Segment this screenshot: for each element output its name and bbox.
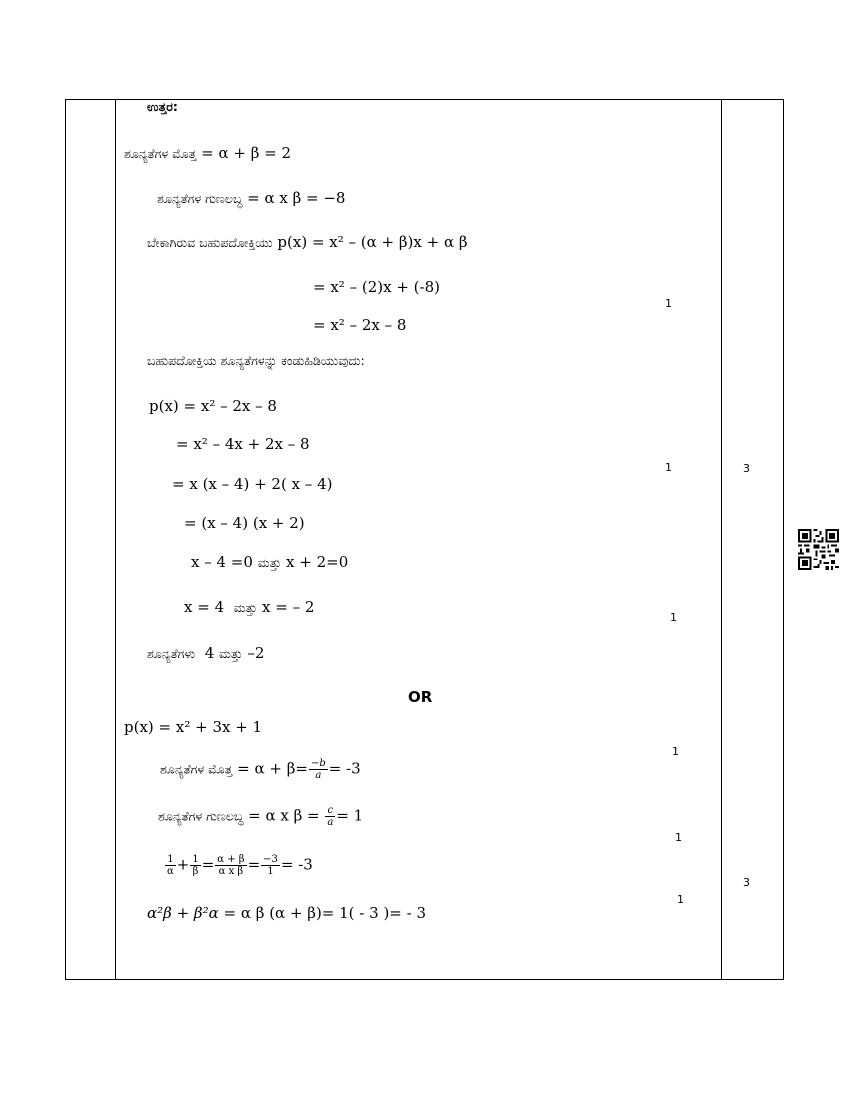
- mark-value: 1: [665, 461, 672, 474]
- equation-x-plus-2: x + 2=0: [286, 553, 349, 571]
- required-label: ಬೇಕಾಗಿರುವ ಬಹುಪದೋಕ್ತಿಯು: [147, 235, 273, 250]
- polynomial-step-1: = x² – (2)x + (-8): [313, 278, 440, 296]
- final-rhs: = α β (α + β)= 1( - 3 )= - 3: [223, 904, 427, 922]
- sum-expression-pre: = α + β=: [237, 759, 308, 778]
- final-expression-line: [147, 903, 426, 923]
- fraction-c-over-a: $\frac{c}{a}$: [327, 805, 334, 828]
- fraction-sum-over-product: $\frac{\alpha + \beta}{\text{α x β}}$: [217, 854, 245, 877]
- solution-x-4: x = 4: [184, 598, 225, 616]
- factor-step-4: = (x – 4) (x + 2): [184, 514, 305, 532]
- fraction-one-over-alpha: $\frac{1}{\alpha}$: [167, 854, 174, 877]
- and-word: ಮತ್ತು: [233, 600, 258, 615]
- zeros-result-line: [147, 643, 264, 664]
- fraction-one-over-beta: $\frac{1}{\beta}$: [192, 854, 199, 877]
- zero-a: 4: [204, 644, 215, 662]
- reciprocal-sum-line: $\frac{1}{\alpha}$ + $\frac{1}{\beta}$ = $\frac{\alpha + \beta}{\text{α x β}}$ = $\frac{-3}{1}$ = -3: [167, 854, 313, 877]
- mark-value: 1: [675, 831, 682, 844]
- product-expression-pre: = α x β =: [248, 806, 320, 825]
- fraction-neg-b-over-a: $\frac{-b}{a}$: [310, 758, 326, 781]
- factor-step-5: [191, 552, 348, 573]
- product-expression-post: = 1: [336, 806, 364, 825]
- or-separator: OR: [408, 688, 433, 706]
- factor-step-1: p(x) = x² – 2x – 8: [149, 397, 277, 415]
- sum-expression-post: = -3: [328, 759, 361, 778]
- answer-heading: ಉತ್ತರ:: [147, 99, 178, 114]
- sum-label: ಶೂನ್ಯತೆಗಳ ಮೊತ್ತ: [124, 146, 197, 161]
- product-label: ಶೂನ್ಯತೆಗಳ ಗುಣಲಬ್ಧ: [158, 808, 244, 824]
- required-polynomial-line: [147, 232, 468, 253]
- polynomial-step-2: = x² – 2x – 8: [313, 316, 407, 334]
- zero-b: –2: [247, 644, 265, 662]
- mark-value: 1: [672, 745, 679, 758]
- zeros-label: ಶೂನ್ಯತೆಗಳು: [147, 646, 196, 661]
- final-lhs: α²β + β²α: [147, 904, 219, 922]
- sum-expression: = α + β = 2: [201, 144, 292, 162]
- polynomial-2: p(x) = x² + 3x + 1: [124, 718, 263, 736]
- and-word: ಮತ್ತು: [257, 555, 282, 570]
- mark-value: 1: [670, 611, 677, 624]
- sum-of-zeros-2-line: [160, 758, 361, 781]
- product-of-zeros-2-line: [158, 805, 363, 828]
- and-word: ಮತ್ತು: [219, 646, 243, 661]
- factor-step-2: = x² – 4x + 2x – 8: [176, 435, 310, 453]
- product-of-zeros-line: [157, 188, 345, 209]
- qr-code-icon: [798, 529, 839, 570]
- find-zeros-label: ಬಹುಪದೋಕ್ತಿಯ ಶೂನ್ಯತೆಗಳನ್ನು ಕಂಡುಹಿಡಿಯುವುದು:: [147, 353, 365, 368]
- total-marks: 3: [743, 462, 750, 475]
- required-expression: p(x) = x² – (α + β)x + α β: [277, 233, 468, 251]
- mark-value: 1: [665, 297, 672, 310]
- total-marks: 3: [743, 876, 750, 889]
- product-label: ಶೂನ್ಯತೆಗಳ ಗುಣಲಬ್ಧ: [157, 191, 243, 206]
- reciprocal-result: = -3: [280, 855, 313, 874]
- factor-step-6: [184, 597, 314, 618]
- factor-step-3: = x (x – 4) + 2( x – 4): [172, 475, 333, 493]
- sum-label: ಶೂನ್ಯತೆಗಳ ಮೊತ್ತ: [160, 761, 233, 777]
- solution-x-minus-2: x = – 2: [262, 598, 315, 616]
- column-divider: [721, 99, 722, 980]
- fraction-neg3-over-1: $\frac{-3}{1}$: [263, 854, 278, 877]
- sum-of-zeros-line: [124, 143, 291, 164]
- product-expression: = α x β = −8: [247, 189, 346, 207]
- mark-value: 1: [677, 893, 684, 906]
- column-divider: [115, 99, 116, 980]
- equation-x-minus-4: x – 4 =0: [191, 553, 253, 571]
